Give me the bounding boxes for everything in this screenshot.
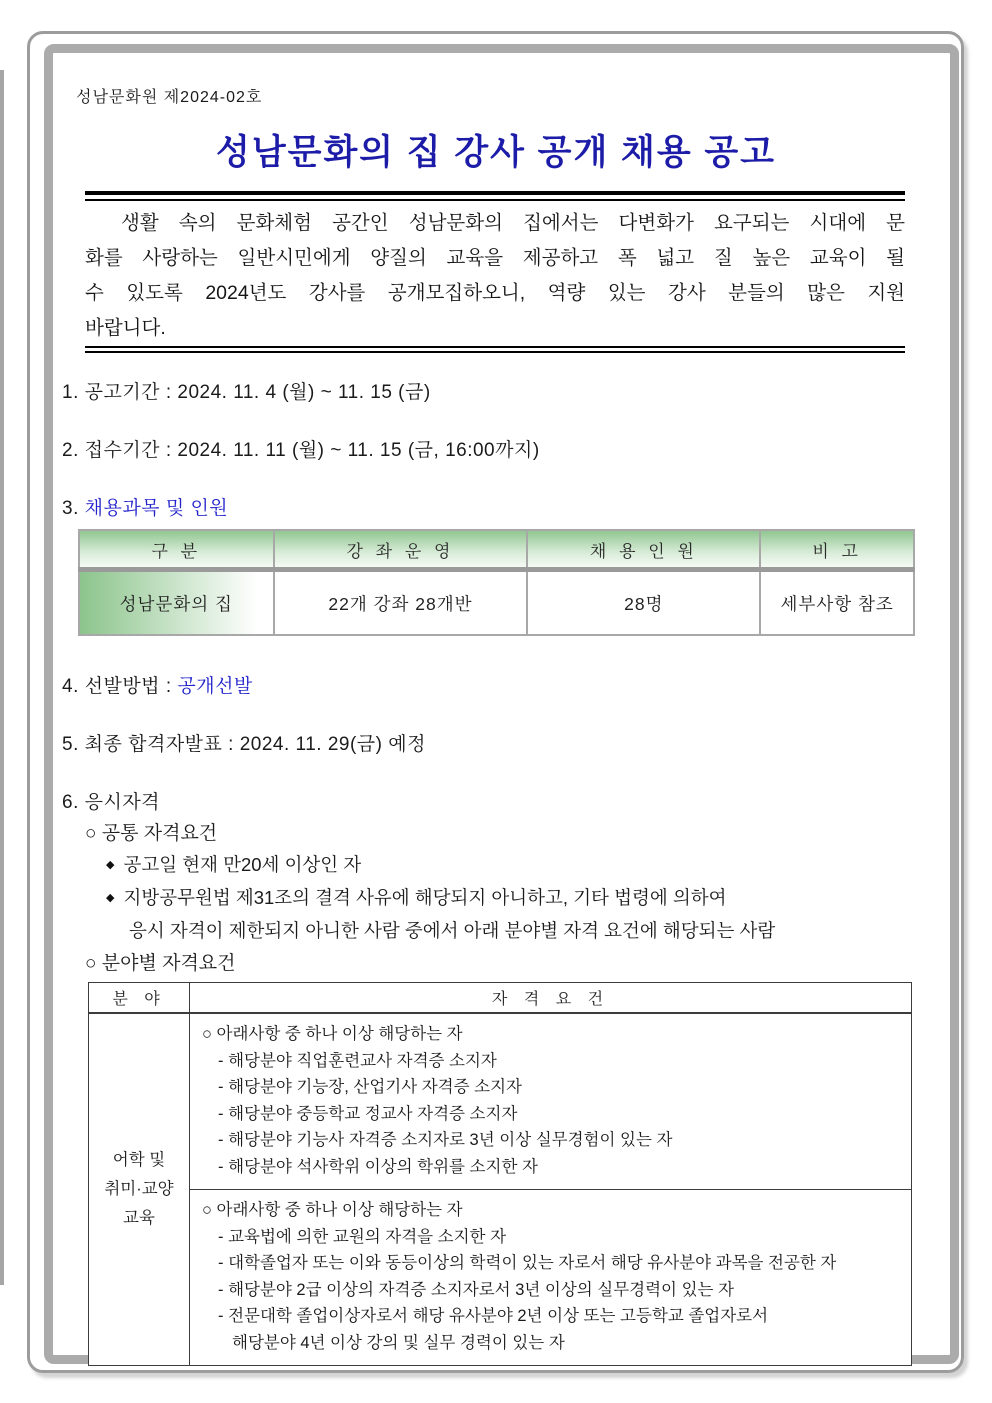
item-subjects-heading	[62, 493, 228, 520]
qualification-table-wrap	[88, 982, 912, 1366]
item-subjects-label: 채용과목 및 인원	[84, 498, 229, 519]
requirement-line: - 해당분야 직업훈련교사 자격증 소지자	[218, 1051, 497, 1070]
requirement-line: - 교육법에 의한 교원의 자격을 소지한 자	[218, 1227, 507, 1246]
requirements-group-heading: ○ 아래사항 중 하나 이상 해당하는 자	[202, 1201, 463, 1219]
diamond-bullet-icon: ◆	[106, 859, 115, 871]
item-final-announcement: 5. 최종 합격자발표 : 2024. 11. 29(금) 예정	[62, 734, 426, 755]
common-requirement-item	[106, 884, 726, 910]
item-eligibility-heading: 6. 응시자격	[62, 792, 161, 813]
qualification-table	[88, 982, 912, 1366]
scan-edge-artifact	[0, 70, 4, 1285]
field-name-line: 어학 및	[112, 1151, 166, 1169]
cell-note: 세부사항 참조	[760, 570, 914, 636]
qualification-table-header-row	[89, 983, 912, 1014]
requirements-group-heading: ○ 아래사항 중 하나 이상 해당하는 자	[202, 1025, 463, 1043]
col-header-requirements: 자 격 요 건	[190, 983, 912, 1014]
divider-bottom	[85, 346, 905, 353]
selection-method-label: 4. 선발방법 :	[62, 676, 178, 697]
requirement-line: - 해당분야 기능사 자격증 소지자로 3년 이상 실무경험이 있는 자	[218, 1131, 673, 1149]
divider-top	[85, 191, 905, 201]
requirement-continuation-line: 해당분야 4년 이상 강의 및 실무 경력이 있는 자	[232, 1333, 565, 1352]
cell-headcount: 28명	[527, 570, 760, 636]
col-header-field: 분 야	[89, 983, 190, 1014]
intro-paragraph	[85, 206, 905, 346]
field-name-line: 취미·교양	[104, 1180, 174, 1198]
selection-method-value: 공개선발	[177, 676, 253, 697]
requirement-line: - 전문대학 졸업이상자로서 해당 유사분야 2년 이상 또는 고등학교 졸업자로서	[218, 1307, 769, 1325]
recruitment-table-wrap	[78, 529, 915, 636]
item-application-period: 2. 접수기간 : 2024. 11. 11 (월) ~ 11. 15 (금, 16:00까지)	[62, 440, 540, 461]
common-requirement-item	[106, 851, 361, 877]
recruitment-table	[78, 529, 915, 636]
requirement-line: - 해당분야 중등학교 정교사 자격증 소지자	[218, 1104, 518, 1123]
cell-category: 성남문화의 집	[79, 570, 274, 636]
table-row	[79, 570, 914, 636]
col-header-category: 구 분	[79, 530, 274, 570]
doc-number: 성남문화원 제2024-02호	[76, 89, 263, 106]
requirement-line: - 해당분야 석사학위 이상의 학위를 소지한 자	[218, 1157, 538, 1176]
cell-requirements-group2	[190, 1190, 912, 1366]
col-header-headcount: 채 용 인 원	[527, 530, 760, 570]
requirement-text: 지방공무원법 제31조의 결격 사유에 해당되지 아니하고, 기타 법령에 의하여	[123, 887, 727, 908]
intro-line: 생활 속의 문화체험 공간인 성남문화의 집에서는 다변화가 요구되는 시대에 문	[121, 212, 905, 234]
page-title: 성남문화의 집 강사 공개 채용 공고	[216, 133, 776, 172]
requirement-line: - 해당분야 기능장, 산업기사 자격증 소지자	[218, 1078, 522, 1096]
cell-courses: 22개 강좌 28개반	[274, 570, 528, 636]
requirement-line: - 해당분야 2급 이상의 자격증 소지자로서 3년 이상의 실무경력이 있는 자	[218, 1280, 734, 1299]
col-header-courses: 강 좌 운 영	[274, 530, 528, 570]
field-requirements-title: ○ 분야별 자격요건	[85, 953, 236, 974]
col-header-note: 비 고	[760, 530, 914, 570]
item-selection-method	[62, 671, 253, 698]
table-row	[89, 1013, 912, 1190]
diamond-bullet-icon: ◆	[106, 892, 115, 904]
item-number: 3.	[62, 498, 85, 519]
common-requirement-continuation: 응시 자격이 제한되지 아니한 사람 중에서 아래 분야별 자격 요건에 해당되는 사람	[129, 920, 776, 941]
intro-line: 화를 사랑하는 일반시민에게 양질의 교육을 제공하고 폭 넓고 질 높은 교육이 될	[85, 247, 905, 269]
recruitment-table-header-row	[79, 530, 914, 570]
common-requirements-title: ○ 공통 자격요건	[85, 823, 218, 844]
cell-requirements-group1	[190, 1013, 912, 1190]
requirement-line: - 대학졸업자 또는 이와 동등이상의 학력이 있는 자로서 해당 유사분야 과목을 전공한 자	[218, 1254, 837, 1272]
intro-line: 바랍니다.	[85, 317, 166, 339]
item-notice-period: 1. 공고기간 : 2024. 11. 4 (월) ~ 11. 15 (금)	[62, 382, 431, 403]
cell-field-name	[89, 1013, 190, 1366]
intro-line: 수 있도록 2024년도 강사를 공개모집하오니, 역량 있는 강사 분들의 많은 지원	[85, 282, 905, 304]
requirement-text: 공고일 현재 만20세 이상인 자	[123, 854, 362, 875]
table-row	[89, 1190, 912, 1366]
field-name-line: 교육	[123, 1209, 155, 1227]
